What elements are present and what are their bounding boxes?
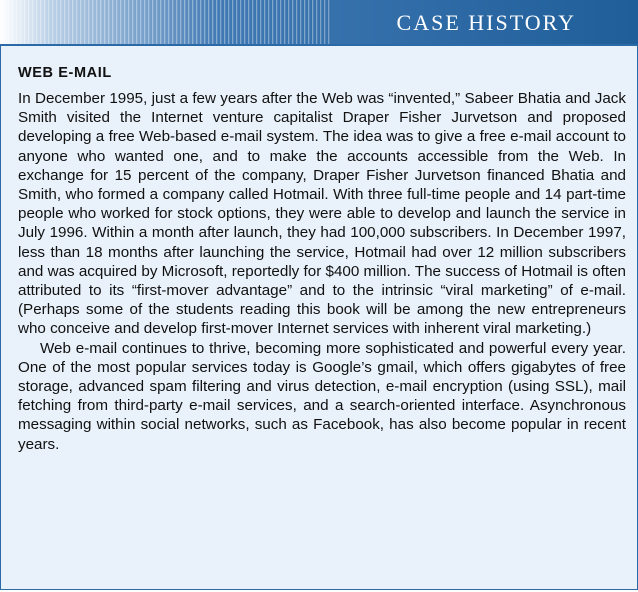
paragraph-1: In December 1995, just a few years after the Web was “invented,” Sabeer Bhatia and Jack Smith visited the Internet venture capitalist Draper Fisher Jurvetson and proposed developing a free Web-based e-mail system. The idea was to give a free e-mail account to anyone who wanted one, and to make the accounts accessible from the Web. In exchange for 15 percent of the company, Draper Fisher Jurvetson financed Bhatia and Smith, who formed a company called Hotmail. With three full-time people and 14 part-time people who worked for stock options, they were able to develop and launch the service in July 1996. Within a month after launch, they had 100,000 subscribers. In December 1997, less than 18 months after launching the service, Hotmail had over 12 million subscribers and was acquired by Microsoft, reportedly for $400 million. The success of Hotmail is often attributed to its “first-mover advantage” and to the intrinsic “viral marketing” of e-mail. (Perhaps some of the students reading this book will be among the new entrepreneurs who conceive and develop first-mover Internet services with inherent viral marketing.): [18, 90, 626, 338]
case-history-header: [0, 0, 638, 46]
case-history-title: CASE HISTORY: [396, 10, 576, 35]
case-history-body: [18, 89, 626, 454]
case-history-box: [0, 46, 638, 590]
paragraph-2: Web e-mail continues to thrive, becoming more sophisticated and powerful every year. One of the most popular services today is Google’s gmail, which offers gigabytes of free storage, advanced spam filtering and virus detection, e-mail encryption (using SSL), mail fetching from third-party e-mail services, and a search-oriented interface. Asynchronous messaging within social networks, such as Facebook, has also become popular in recent years.: [18, 339, 626, 453]
section-title: WEB E-MAIL: [18, 65, 112, 81]
